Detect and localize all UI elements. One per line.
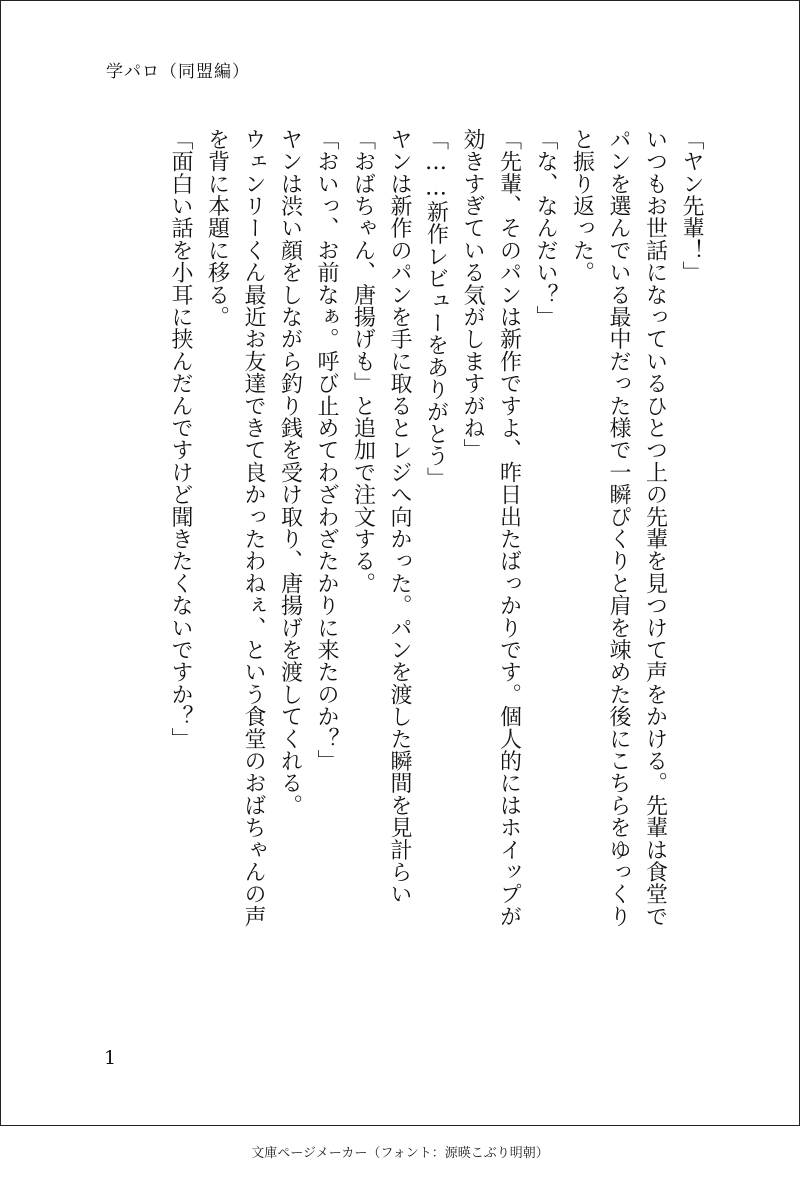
text-line: 「な、なんだい？」 bbox=[533, 128, 558, 328]
vertical-body-text bbox=[162, 128, 710, 1028]
text-line: 「面白い話を小耳に挟んだんですけど聞きたくないですか？」 bbox=[168, 128, 193, 750]
text-line: パンを選んでいる最中だった様で一瞬ぴくりと肩を竦めた後にこちらをゆっくり bbox=[606, 128, 631, 928]
text-line: 「おばちゃん、唐揚げも」と追加で注文する。 bbox=[350, 128, 376, 595]
page-number: 1 bbox=[104, 1047, 117, 1069]
text-line: ウェンリーくん最近お友達できて良かったわねぇ、という食堂のおばちゃんの声 bbox=[241, 128, 266, 928]
text-line: ヤンは新作のパンを手に取るとレジへ向かった。パンを渡した瞬間を見計らい bbox=[387, 128, 412, 905]
footer-caption: 文庫ページメーカー（フォント：源暎こぶり明朝） bbox=[251, 1146, 549, 1161]
text-line: と振り返った。 bbox=[569, 128, 595, 284]
text-line: 「……新作レビューをありがとう」 bbox=[423, 128, 449, 490]
text-line: 「先輩、そのパンは新作ですよ、昨日出たばっかりです。個人的にはホイップが bbox=[496, 128, 522, 928]
text-line: ヤンは渋い顔をしながら釣り銭を受け取り、唐揚げを渡してくれる。 bbox=[277, 128, 303, 817]
text-line: 効きすぎている気がしますがね」 bbox=[460, 128, 485, 461]
text-line: を背に本題に移る。 bbox=[204, 128, 230, 328]
running-header-title: 学パロ（同盟編） bbox=[106, 62, 250, 82]
text-line: いつもお世話になっているひとつ上の先輩を見つけて声をかける。先輩は食堂で bbox=[642, 128, 668, 928]
text-line: 「おいっ、お前なぁ。呼び止めてわざわざたかりに来たのか？」 bbox=[314, 128, 339, 772]
text-line: 「ヤン先輩！」 bbox=[679, 128, 704, 284]
